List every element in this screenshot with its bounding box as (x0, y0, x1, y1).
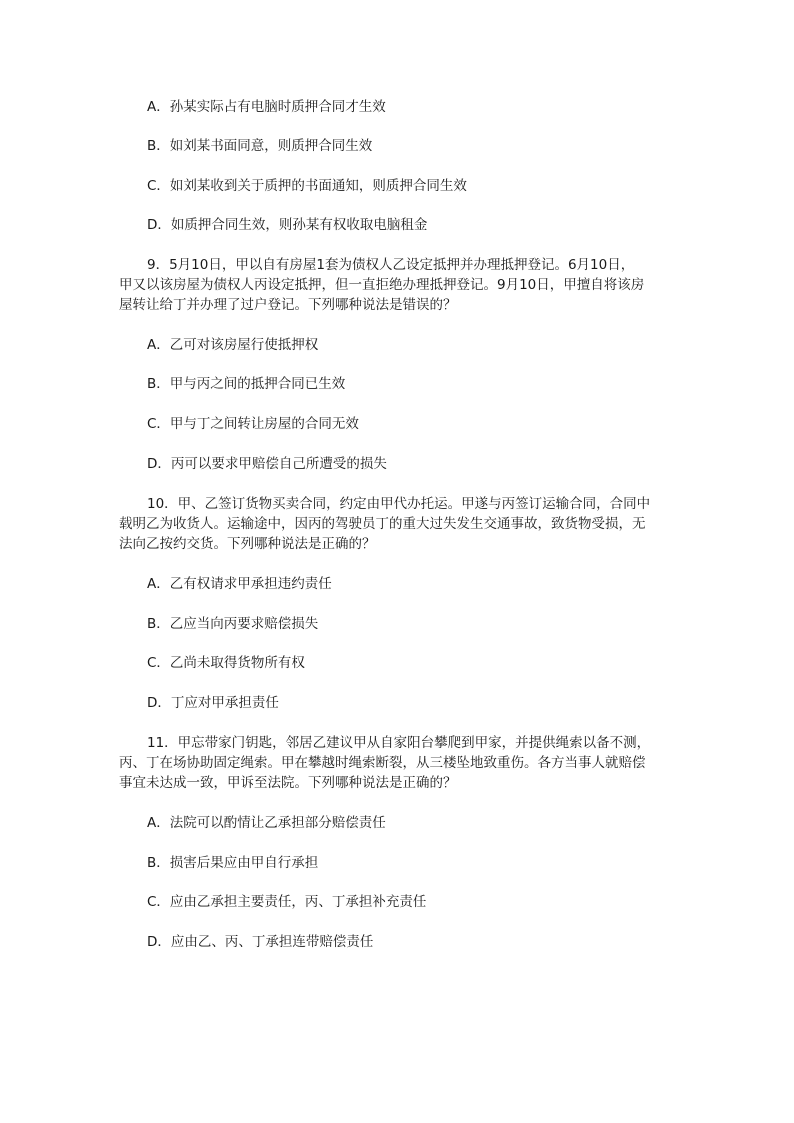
q10-stem-line-1: 10．甲、乙签订货物买卖合同，约定由甲代办托运。甲遂与丙签订运输合同，合同中 (147, 496, 651, 512)
q11-option-a: A．法院可以酌情让乙承担部分赔偿责任 (147, 815, 386, 831)
q11-option-b: B．损害后果应由甲自行承担 (147, 855, 319, 871)
q10-stem-line-3: 法向乙按约交货。下列哪种说法是正确的？ (119, 536, 376, 552)
q11-stem-line-2: 丙、丁在场协助固定绳索。甲在攀越时绳索断裂，从三楼坠地致重伤。各方当事人就赔偿 (119, 755, 646, 771)
q8-option-b: B．如刘某书面同意，则质押合同生效 (147, 138, 373, 154)
q9-stem-line-3: 屋转让给丁并办理了过户登记。下列哪种说法是错误的？ (119, 297, 457, 313)
q10-option-b: B．乙应当向丙要求赔偿损失 (147, 616, 319, 632)
q11-stem-line-3: 事宜未达成一致，甲诉至法院。下列哪种说法是正确的？ (119, 775, 457, 791)
q8-option-c: C．如刘某收到关于质押的书面通知，则质押合同生效 (147, 178, 467, 194)
q9-option-d: D．丙可以要求甲赔偿自己所遭受的损失 (147, 456, 387, 472)
q9-stem-line-2: 甲又以该房屋为债权人丙设定抵押，但一直拒绝办理抵押登记。9月10日，甲擅自将该房 (119, 277, 645, 293)
q8-option-a: A．孙某实际占有电脑时质押合同才生效 (147, 99, 386, 115)
q9-stem-line-1: 9．5月10日，甲以自有房屋1套为债权人乙设定抵押并办理抵押登记。6月10日， (147, 257, 635, 273)
q11-stem-line-1: 11．甲忘带家门钥匙，邻居乙建议甲从自家阳台攀爬到甲家，并提供绳索以备不测， (147, 735, 651, 751)
q9-option-b: B．甲与丙之间的抵押合同已生效 (147, 376, 346, 392)
q11-option-c: C．应由乙承担主要责任，丙、丁承担补充责任 (147, 894, 427, 910)
q8-option-d: D．如质押合同生效，则孙某有权收取电脑租金 (147, 217, 428, 233)
q11-option-d: D．应由乙、丙、丁承担连带赔偿责任 (147, 934, 374, 950)
q9-option-a: A．乙可对该房屋行使抵押权 (147, 337, 319, 353)
q10-option-a: A．乙有权请求甲承担违约责任 (147, 576, 332, 592)
q10-option-c: C．乙尚未取得货物所有权 (147, 655, 305, 671)
q10-stem-line-2: 载明乙为收货人。运输途中，因丙的驾驶员丁的重大过失发生交通事故，致货物受损，无 (119, 516, 646, 532)
q9-option-c: C．甲与丁之间转让房屋的合同无效 (147, 416, 359, 432)
q10-option-d: D．丁应对甲承担责任 (147, 695, 279, 711)
